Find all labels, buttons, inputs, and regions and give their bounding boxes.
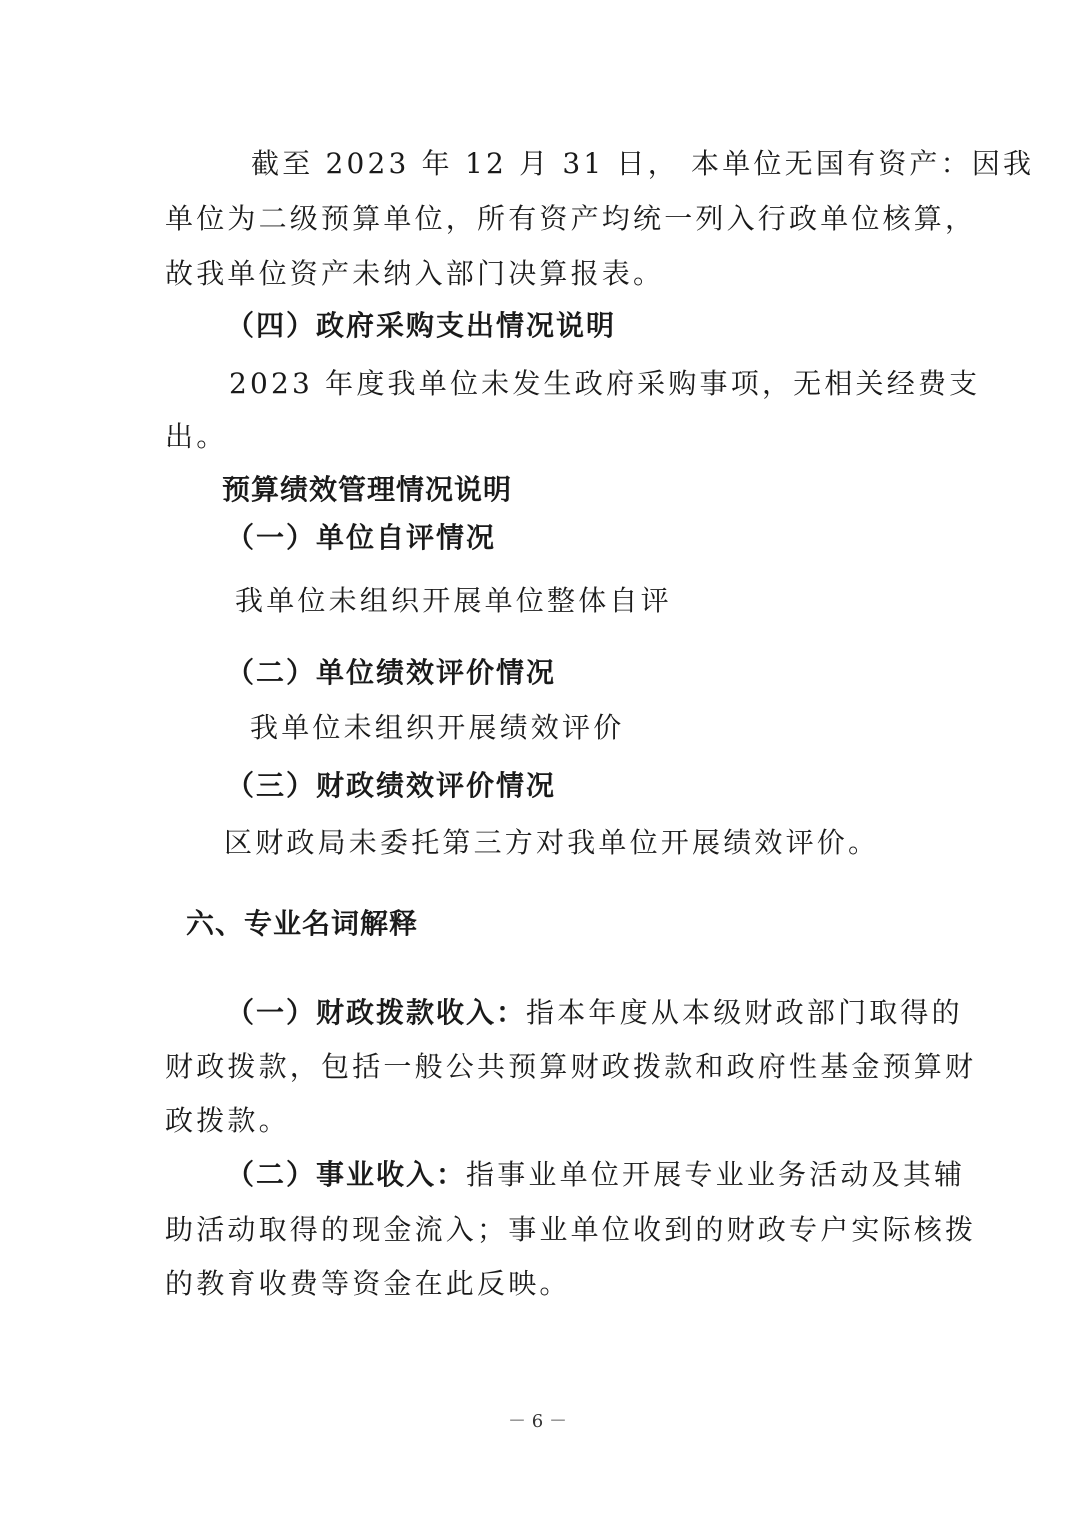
section-heading: （一）单位自评情况 [226,521,497,554]
page-number: － 6 － [508,1411,567,1432]
paragraph-line: 区财政局未委托第三方对我单位开展绩效评价。 [224,826,880,859]
paragraph-line: 2023 年度我单位未发生政府采购事项，无相关经费支 [229,367,981,400]
paragraph-line: 助活动取得的现金流入；事业单位收到的财政专户实际核拨 [165,1213,977,1246]
paragraph-line: 单位为二级预算单位，所有资产均统一列入行政单位核算， [165,202,977,235]
definition-line [226,993,963,1033]
paragraph-line: 的教育收费等资金在此反映。 [165,1267,571,1300]
section-heading: （四）政府采购支出情况说明 [226,309,617,342]
paragraph-line: 出。 [165,420,228,453]
paragraph-line: 我单位未组织开展绩效评价 [250,711,625,744]
term-label: （二）事业收入： [226,1158,467,1191]
paragraph-line: 政拨款。 [165,1104,290,1137]
paragraph-line: 财政拨款，包括一般公共预算财政拨款和政府性基金预算财 [165,1050,977,1083]
paragraph-line: 我单位未组织开展单位整体自评 [235,584,672,617]
term-label: （一）财政拨款收入： [226,996,527,1029]
section-title: 预算绩效管理情况说明 [222,473,513,506]
definition-line [226,1155,965,1195]
paragraph-line: 截至 2023 年 12 月 31 日， 本单位无国有资产：因我 [251,147,1035,180]
section-heading: （二）单位绩效评价情况 [226,656,557,689]
section-title: 六、专业名词解释 [186,907,419,940]
term-definition: 指本年度从本级财政部门取得的 [526,996,963,1029]
section-heading: （三）财政绩效评价情况 [226,769,557,802]
paragraph-line: 故我单位资产未纳入部门决算报表。 [165,257,665,290]
term-definition: 指事业单位开展专业业务活动及其辅 [466,1158,966,1191]
